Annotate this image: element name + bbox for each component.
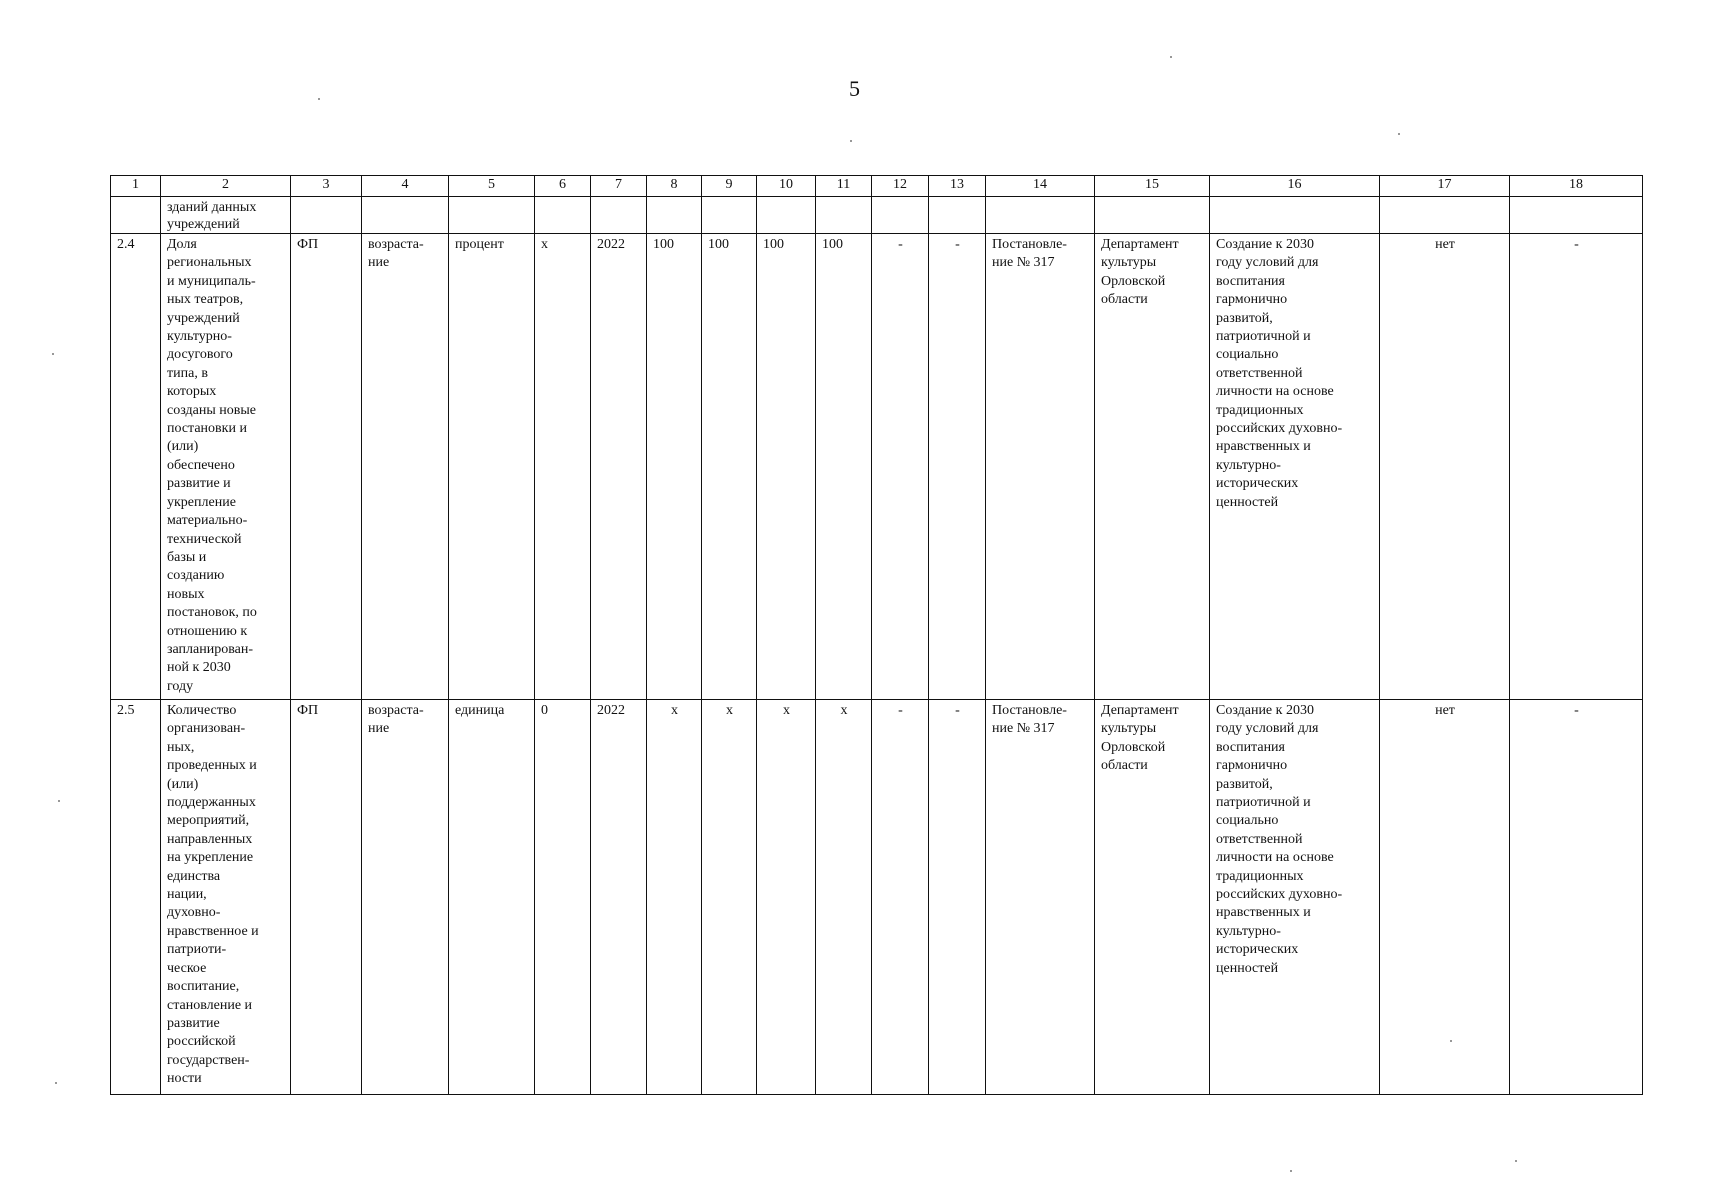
column-number: 4 <box>362 176 449 197</box>
responsible-body: Департамент культуры Орловской области <box>1095 700 1210 1095</box>
value-col8: 100 <box>647 234 702 700</box>
column-number: 17 <box>1380 176 1510 197</box>
scan-speck <box>1515 1160 1517 1162</box>
base-year: 2022 <box>591 234 647 700</box>
column-number: 6 <box>535 176 591 197</box>
table-cell <box>362 197 449 234</box>
table-cell <box>291 197 362 234</box>
indicator-trend: возраста- ние <box>362 234 449 700</box>
table-cell <box>535 197 591 234</box>
column-number: 7 <box>591 176 647 197</box>
table-cell <box>702 197 757 234</box>
scan-speck <box>1450 1040 1452 1042</box>
table-row <box>111 234 1643 700</box>
value-col8: х <box>647 700 702 1095</box>
value-col9: 100 <box>702 234 757 700</box>
scan-speck <box>1398 133 1400 135</box>
value-col17: нет <box>1380 700 1510 1095</box>
table-cell <box>1210 197 1380 234</box>
value-col13: - <box>929 700 986 1095</box>
table-cell <box>591 197 647 234</box>
value-col18: - <box>1510 700 1643 1095</box>
table-cell <box>1095 197 1210 234</box>
indicator-level: ФП <box>291 700 362 1095</box>
value-col18: - <box>1510 234 1643 700</box>
value-col10: х <box>757 700 816 1095</box>
document-reference: Постановле- ние № 317 <box>986 234 1095 700</box>
table-cell <box>111 197 161 234</box>
value-col11: х <box>816 700 872 1095</box>
column-number: 5 <box>449 176 535 197</box>
indicator-level: ФП <box>291 234 362 700</box>
table-cell <box>929 197 986 234</box>
value-col10: 100 <box>757 234 816 700</box>
goal-description: Создание к 2030 году условий для воспитания гармонично развитой, патриотичной и социально ответственной личности на основе традиционных российских духовно- нравственных и культурно- исторических ценностей <box>1210 700 1380 1095</box>
scan-speck <box>1290 1170 1292 1172</box>
column-number: 12 <box>872 176 929 197</box>
continuation-row <box>111 197 1643 234</box>
indicator-name: Количество организован- ных, проведенных и (или) поддержанных мероприятий, направленных на укрепление единства нации, духовно- нравственное и патриоти- ческое воспитание, становление и развитие российской государствен- ности <box>161 700 291 1095</box>
table-cell <box>1510 197 1643 234</box>
value-col9: х <box>702 700 757 1095</box>
value-col13: - <box>929 234 986 700</box>
indicator-trend: возраста- ние <box>362 700 449 1095</box>
column-number: 2 <box>161 176 291 197</box>
table-cell <box>757 197 816 234</box>
value-col17: нет <box>1380 234 1510 700</box>
indicators-table <box>110 175 1643 1095</box>
column-number: 18 <box>1510 176 1643 197</box>
row-number: 2.4 <box>111 234 161 700</box>
page-number: 5 <box>849 76 860 101</box>
column-number: 10 <box>757 176 816 197</box>
scan-speck <box>1170 56 1172 58</box>
column-number: 14 <box>986 176 1095 197</box>
base-year: 2022 <box>591 700 647 1095</box>
table-cell <box>647 197 702 234</box>
scan-speck <box>52 353 54 355</box>
column-number: 9 <box>702 176 757 197</box>
responsible-body: Департамент культуры Орловской области <box>1095 234 1210 700</box>
scan-speck <box>318 98 320 100</box>
document-reference: Постановле- ние № 317 <box>986 700 1095 1095</box>
indicator-name: Доля региональных и муниципаль- ных театров, учреждений культурно- досугового типа, в которых созданы новые постановки и (или) обеспечено развитие и укрепление материально- технической базы и созданию новых постановок, по отношению к запланирован- ной к 2030 году <box>161 234 291 700</box>
indicator-unit: процент <box>449 234 535 700</box>
column-number: 1 <box>111 176 161 197</box>
goal-description: Создание к 2030 году условий для воспитания гармонично развитой, патриотичной и социально ответственной личности на основе традиционных российских духовно- нравственных и культурно- исторических ценностей <box>1210 234 1380 700</box>
column-number: 15 <box>1095 176 1210 197</box>
table-cell <box>986 197 1095 234</box>
column-number: 11 <box>816 176 872 197</box>
indicator-name-continuation: зданий данных учреждений <box>161 197 291 234</box>
column-number: 8 <box>647 176 702 197</box>
indicator-unit: единица <box>449 700 535 1095</box>
scan-speck <box>55 1082 57 1084</box>
column-number: 3 <box>291 176 362 197</box>
column-number: 13 <box>929 176 986 197</box>
table-cell <box>1380 197 1510 234</box>
base-value: х <box>535 234 591 700</box>
table-cell <box>816 197 872 234</box>
value-col12: - <box>872 234 929 700</box>
column-number: 16 <box>1210 176 1380 197</box>
scan-speck <box>850 140 852 142</box>
scan-speck <box>58 800 60 802</box>
column-number-row <box>111 176 1643 197</box>
table-cell <box>449 197 535 234</box>
table-row <box>111 700 1643 1095</box>
base-value: 0 <box>535 700 591 1095</box>
table-cell <box>872 197 929 234</box>
value-col12: - <box>872 700 929 1095</box>
row-number: 2.5 <box>111 700 161 1095</box>
value-col11: 100 <box>816 234 872 700</box>
